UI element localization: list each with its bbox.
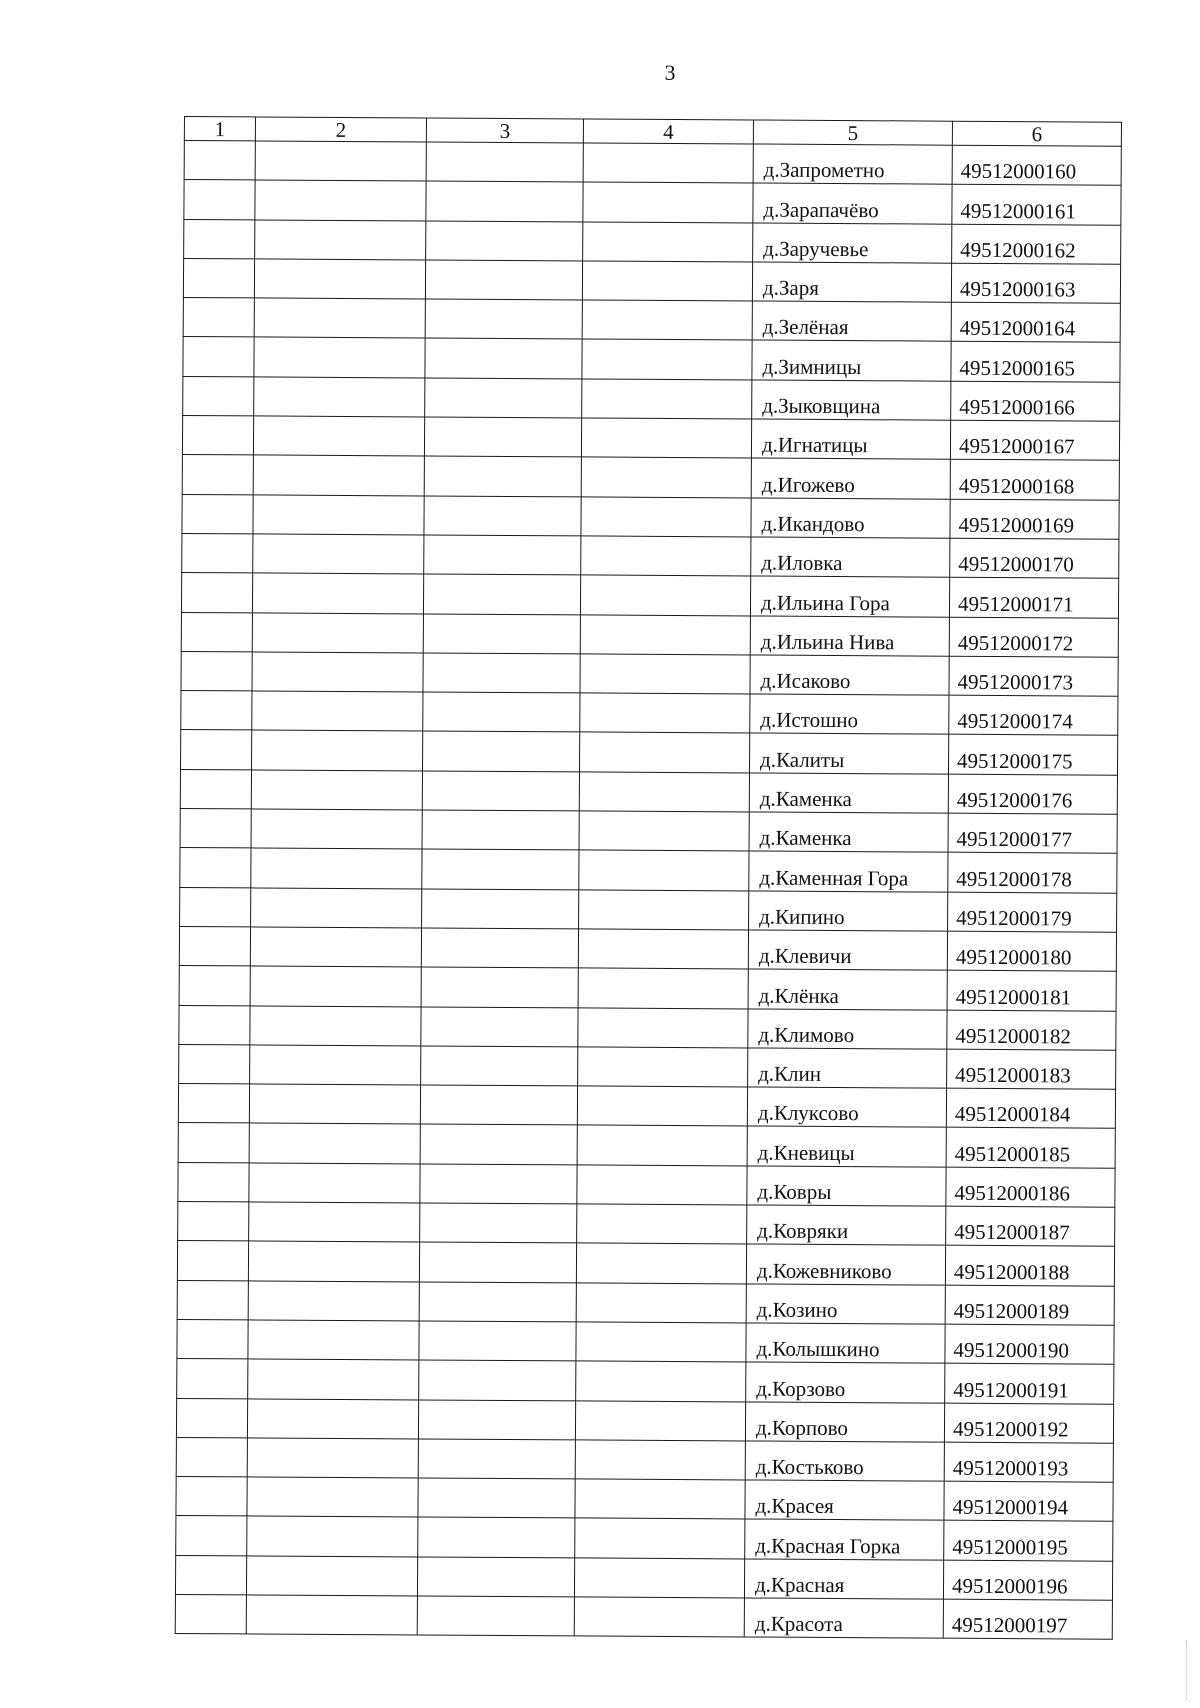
table-row xyxy=(182,416,1119,461)
settlement-code: 49512000163 xyxy=(951,263,1120,303)
empty-cell xyxy=(420,1085,577,1125)
empty-cell xyxy=(579,772,749,812)
empty-cell xyxy=(576,1283,746,1323)
empty-cell xyxy=(249,1163,420,1203)
empty-cell xyxy=(418,1439,575,1479)
empty-cell xyxy=(577,1125,747,1165)
empty-cell xyxy=(250,927,421,967)
settlement-code: 49512000175 xyxy=(948,735,1117,775)
table-row xyxy=(183,258,1120,303)
settlement-name: д.Ильина Гора xyxy=(750,576,949,617)
table-row xyxy=(184,219,1121,264)
empty-cell xyxy=(582,379,752,419)
empty-cell xyxy=(252,730,423,770)
empty-cell xyxy=(246,1556,417,1596)
empty-cell xyxy=(175,1555,246,1595)
empty-cell xyxy=(178,1084,249,1124)
settlement-name: д.Красея xyxy=(745,1480,944,1521)
empty-cell xyxy=(247,1398,418,1438)
empty-cell xyxy=(580,575,750,615)
empty-cell xyxy=(248,1320,419,1360)
settlement-name: д.Зелёная xyxy=(752,301,951,342)
empty-cell xyxy=(580,732,750,772)
empty-cell xyxy=(418,1478,575,1518)
empty-cell xyxy=(424,456,581,496)
table-row xyxy=(181,612,1118,657)
settlement-name: д.Истошно xyxy=(750,694,949,735)
settlement-code: 49512000196 xyxy=(943,1560,1112,1600)
settlement-name: д.Клуксово xyxy=(747,1087,946,1128)
empty-cell xyxy=(182,416,253,456)
empty-cell xyxy=(578,929,748,969)
empty-cell xyxy=(183,298,254,338)
empty-cell xyxy=(423,692,580,732)
empty-cell xyxy=(424,496,581,536)
scan-edge-mark xyxy=(1186,1640,1188,1700)
empty-cell xyxy=(181,730,252,770)
empty-cell xyxy=(420,1124,577,1164)
empty-cell xyxy=(181,573,252,613)
empty-cell xyxy=(184,180,255,220)
empty-cell xyxy=(250,1045,421,1085)
table-row xyxy=(177,1280,1114,1325)
settlement-code: 49512000169 xyxy=(950,499,1119,539)
empty-cell xyxy=(250,1005,421,1045)
settlement-name: д.Запрометно xyxy=(753,144,952,185)
table-row xyxy=(179,1044,1116,1089)
empty-cell xyxy=(255,220,426,260)
empty-cell xyxy=(247,1438,418,1478)
empty-cell xyxy=(580,614,750,654)
settlement-code: 49512000162 xyxy=(952,224,1121,264)
settlement-name: д.Колышкино xyxy=(746,1323,945,1364)
settlement-name: д.Игожево xyxy=(751,458,950,499)
empty-cell xyxy=(251,770,422,810)
table-row xyxy=(180,769,1117,814)
empty-cell xyxy=(425,378,582,418)
empty-cell xyxy=(575,1479,745,1519)
table-row xyxy=(182,455,1119,500)
settlement-name: д.Корзово xyxy=(746,1362,945,1403)
table-row xyxy=(177,1241,1114,1286)
empty-cell xyxy=(253,455,424,495)
settlement-code: 49512000168 xyxy=(950,460,1119,500)
empty-cell xyxy=(177,1241,248,1281)
empty-cell xyxy=(183,376,254,416)
settlement-code: 49512000173 xyxy=(949,656,1118,696)
settlement-code: 49512000190 xyxy=(945,1324,1114,1364)
column-number: 6 xyxy=(952,121,1121,146)
empty-cell xyxy=(251,888,422,928)
table-body xyxy=(175,141,1121,1640)
settlement-code: 49512000192 xyxy=(944,1403,1113,1443)
empty-cell xyxy=(176,1437,247,1477)
empty-cell xyxy=(422,849,579,889)
settlement-name: д.Корпово xyxy=(745,1401,944,1442)
table-row xyxy=(181,730,1118,775)
empty-cell xyxy=(574,1558,744,1598)
table-row xyxy=(179,966,1116,1011)
empty-cell xyxy=(576,1361,746,1401)
empty-cell xyxy=(178,1162,249,1202)
empty-cell xyxy=(576,1243,746,1283)
empty-cell xyxy=(182,455,253,495)
empty-cell xyxy=(248,1281,419,1321)
table-row xyxy=(178,1162,1115,1207)
empty-cell xyxy=(420,1164,577,1204)
settlement-name: д.Костьково xyxy=(745,1441,944,1482)
empty-cell xyxy=(583,143,753,183)
empty-cell xyxy=(254,377,425,417)
empty-cell xyxy=(179,926,250,966)
settlement-code: 49512000176 xyxy=(948,774,1117,814)
settlement-name: д.Заря xyxy=(752,262,951,303)
empty-cell xyxy=(255,180,426,220)
empty-cell xyxy=(425,338,582,378)
settlement-name: д.Зимницы xyxy=(752,340,951,381)
settlement-code: 49512000185 xyxy=(946,1128,1115,1168)
table-row xyxy=(177,1319,1114,1364)
empty-cell xyxy=(184,141,255,181)
empty-cell xyxy=(423,574,580,614)
settlement-code: 49512000186 xyxy=(946,1167,1115,1207)
empty-cell xyxy=(183,258,254,298)
empty-cell xyxy=(253,416,424,456)
empty-cell xyxy=(419,1242,576,1282)
table-row xyxy=(178,1201,1115,1246)
settlement-name: д.Красная Горка xyxy=(745,1519,944,1560)
settlement-code: 49512000191 xyxy=(945,1363,1114,1403)
column-number: 1 xyxy=(184,117,255,141)
empty-cell xyxy=(426,181,583,221)
empty-cell xyxy=(249,1123,420,1163)
empty-cell xyxy=(575,1400,745,1440)
empty-cell xyxy=(574,1597,744,1637)
table-row xyxy=(183,298,1120,343)
settlement-code: 49512000167 xyxy=(950,420,1119,460)
empty-cell xyxy=(582,261,752,301)
table-row xyxy=(176,1437,1113,1482)
settlement-name: д.Зарапачёво xyxy=(753,183,952,224)
settlement-code: 49512000188 xyxy=(945,1245,1114,1285)
settlement-code: 49512000178 xyxy=(948,853,1117,893)
table-row xyxy=(182,533,1119,578)
settlement-name: д.Каменка xyxy=(749,812,948,853)
empty-cell xyxy=(421,1006,578,1046)
empty-cell xyxy=(181,612,252,652)
settlement-name: д.Заручевье xyxy=(753,223,952,264)
empty-cell xyxy=(577,1165,747,1205)
empty-cell xyxy=(419,1321,576,1361)
empty-cell xyxy=(418,1399,575,1439)
empty-cell xyxy=(181,651,252,691)
settlement-name: д.Ильина Нива xyxy=(750,616,949,657)
empty-cell xyxy=(579,811,749,851)
empty-cell xyxy=(577,1086,747,1126)
empty-cell xyxy=(581,418,751,458)
settlement-name: д.Кожевниково xyxy=(746,1244,945,1285)
empty-cell xyxy=(249,1202,420,1242)
empty-cell xyxy=(180,809,251,849)
empty-cell xyxy=(421,928,578,968)
empty-cell xyxy=(583,182,753,222)
settlement-code: 49512000195 xyxy=(944,1521,1113,1561)
empty-cell xyxy=(420,1203,577,1243)
settlement-code: 49512000189 xyxy=(945,1285,1114,1325)
empty-cell xyxy=(578,1007,748,1047)
settlement-name: д.Красная xyxy=(744,1559,943,1600)
empty-cell xyxy=(179,966,250,1006)
empty-cell xyxy=(423,731,580,771)
empty-cell xyxy=(246,1595,417,1635)
table-row xyxy=(178,1084,1115,1129)
empty-cell xyxy=(579,890,749,930)
empty-cell xyxy=(183,337,254,377)
empty-cell xyxy=(417,1596,574,1636)
empty-cell xyxy=(424,535,581,575)
empty-cell xyxy=(177,1280,248,1320)
empty-cell xyxy=(581,457,751,497)
empty-cell xyxy=(578,968,748,1008)
settlement-code: 49512000165 xyxy=(951,342,1120,382)
column-number: 2 xyxy=(255,117,426,142)
empty-cell xyxy=(417,1557,574,1597)
settlement-name: д.Каменная Гора xyxy=(749,851,948,892)
empty-cell xyxy=(184,219,255,259)
settlement-name: д.Каменка xyxy=(749,773,948,814)
empty-cell xyxy=(422,771,579,811)
settlement-name: д.Игнатицы xyxy=(751,419,950,460)
empty-cell xyxy=(182,533,253,573)
empty-cell xyxy=(254,298,425,338)
settlement-name: д.Ковряки xyxy=(747,1205,946,1246)
column-number: 4 xyxy=(583,119,753,144)
settlement-code: 49512000197 xyxy=(943,1599,1112,1639)
table-row xyxy=(179,926,1116,971)
empty-cell xyxy=(179,1005,250,1045)
settlement-name: д.Клин xyxy=(748,1048,947,1089)
settlement-code: 49512000161 xyxy=(952,184,1121,224)
table-row xyxy=(184,180,1121,225)
table-row xyxy=(179,1005,1116,1050)
empty-cell xyxy=(419,1360,576,1400)
empty-cell xyxy=(424,417,581,457)
empty-cell xyxy=(425,299,582,339)
empty-cell xyxy=(422,889,579,929)
empty-cell xyxy=(423,653,580,693)
table-row xyxy=(175,1555,1112,1600)
empty-cell xyxy=(181,691,252,731)
settlement-name: д.Климово xyxy=(748,1008,947,1049)
empty-cell xyxy=(250,966,421,1006)
empty-cell xyxy=(581,497,751,537)
empty-cell xyxy=(247,1477,418,1517)
empty-cell xyxy=(581,536,751,576)
settlement-code: 49512000179 xyxy=(948,892,1117,932)
empty-cell xyxy=(582,300,752,340)
empty-cell xyxy=(251,848,422,888)
empty-cell xyxy=(180,887,251,927)
empty-cell xyxy=(182,494,253,534)
empty-cell xyxy=(253,495,424,535)
settlement-name: д.Зыковщина xyxy=(752,380,951,421)
empty-cell xyxy=(582,339,752,379)
settlement-code: 49512000171 xyxy=(949,577,1118,617)
empty-cell xyxy=(176,1398,247,1438)
table-row xyxy=(175,1594,1112,1639)
empty-cell xyxy=(580,693,750,733)
empty-cell xyxy=(576,1322,746,1362)
empty-cell xyxy=(178,1123,249,1163)
settlement-name: д.Кневицы xyxy=(747,1126,946,1167)
empty-cell xyxy=(176,1516,247,1556)
empty-cell xyxy=(583,222,753,262)
empty-cell xyxy=(418,1517,575,1557)
empty-cell xyxy=(249,1084,420,1124)
settlement-name: д.Калиты xyxy=(749,733,948,774)
empty-cell xyxy=(579,850,749,890)
empty-cell xyxy=(575,1440,745,1480)
settlement-name: д.Кипино xyxy=(749,891,948,932)
settlement-name: д.Иловка xyxy=(751,537,950,578)
empty-cell xyxy=(254,259,425,299)
settlement-name: д.Исаково xyxy=(750,655,949,696)
empty-cell xyxy=(177,1319,248,1359)
settlement-code: 49512000177 xyxy=(948,813,1117,853)
empty-cell xyxy=(248,1359,419,1399)
empty-cell xyxy=(177,1359,248,1399)
settlement-code: 49512000181 xyxy=(947,970,1116,1010)
settlement-code: 49512000164 xyxy=(951,302,1120,342)
empty-cell xyxy=(180,769,251,809)
table-row xyxy=(180,809,1117,854)
empty-cell xyxy=(580,654,750,694)
settlement-code: 49512000187 xyxy=(946,1206,1115,1246)
empty-cell xyxy=(255,141,426,181)
page-number: 3 xyxy=(664,60,676,85)
empty-cell xyxy=(426,142,583,182)
table-row xyxy=(183,376,1120,421)
empty-cell xyxy=(251,809,422,849)
column-number: 5 xyxy=(753,120,952,145)
empty-cell xyxy=(252,573,423,613)
settlement-name: д.Клёнка xyxy=(748,969,947,1010)
settlement-code: 49512000194 xyxy=(944,1481,1113,1521)
settlement-code: 49512000182 xyxy=(947,1010,1116,1050)
table-row xyxy=(183,337,1120,382)
table-row xyxy=(181,691,1118,736)
empty-cell xyxy=(426,221,583,261)
empty-cell xyxy=(578,1047,748,1087)
empty-cell xyxy=(175,1594,246,1634)
table-row xyxy=(180,887,1117,932)
empty-cell xyxy=(575,1518,745,1558)
empty-cell xyxy=(178,1201,249,1241)
settlement-name: д.Клевичи xyxy=(748,930,947,971)
empty-cell xyxy=(421,967,578,1007)
empty-cell xyxy=(254,337,425,377)
empty-cell xyxy=(423,614,580,654)
table-row xyxy=(176,1516,1113,1561)
empty-cell xyxy=(248,1241,419,1281)
table-row xyxy=(178,1123,1115,1168)
empty-cell xyxy=(252,652,423,692)
settlement-code: 49512000166 xyxy=(951,381,1120,421)
settlement-code: 49512000172 xyxy=(949,617,1118,657)
empty-cell xyxy=(252,691,423,731)
table-row xyxy=(181,651,1118,696)
empty-cell xyxy=(176,1477,247,1517)
table-row xyxy=(182,494,1119,539)
table-row xyxy=(184,141,1121,186)
empty-cell xyxy=(247,1516,418,1556)
table-row xyxy=(176,1477,1113,1522)
table-row xyxy=(181,573,1118,618)
table-row xyxy=(177,1359,1114,1404)
settlement-code: 49512000160 xyxy=(952,145,1121,185)
empty-cell xyxy=(421,1046,578,1086)
settlement-name: д.Козино xyxy=(746,1284,945,1325)
empty-cell xyxy=(179,1044,250,1084)
empty-cell xyxy=(422,810,579,850)
empty-cell xyxy=(252,612,423,652)
settlement-name: д.Икандово xyxy=(751,498,950,539)
table-row xyxy=(180,848,1117,893)
table-row xyxy=(176,1398,1113,1443)
settlement-code: 49512000193 xyxy=(944,1442,1113,1482)
settlement-code: 49512000180 xyxy=(947,931,1116,971)
column-number: 3 xyxy=(426,118,583,143)
settlement-code: 49512000174 xyxy=(949,695,1118,735)
empty-cell xyxy=(425,260,582,300)
empty-cell xyxy=(180,848,251,888)
settlement-name: д.Ковры xyxy=(747,1166,946,1207)
settlement-code: 49512000170 xyxy=(950,538,1119,578)
settlement-code: 49512000184 xyxy=(946,1088,1115,1128)
settlement-code: 49512000183 xyxy=(947,1049,1116,1089)
settlement-name: д.Красота xyxy=(744,1598,943,1639)
empty-cell xyxy=(419,1282,576,1322)
empty-cell xyxy=(577,1204,747,1244)
empty-cell xyxy=(253,534,424,574)
settlement-table xyxy=(175,116,1122,1640)
